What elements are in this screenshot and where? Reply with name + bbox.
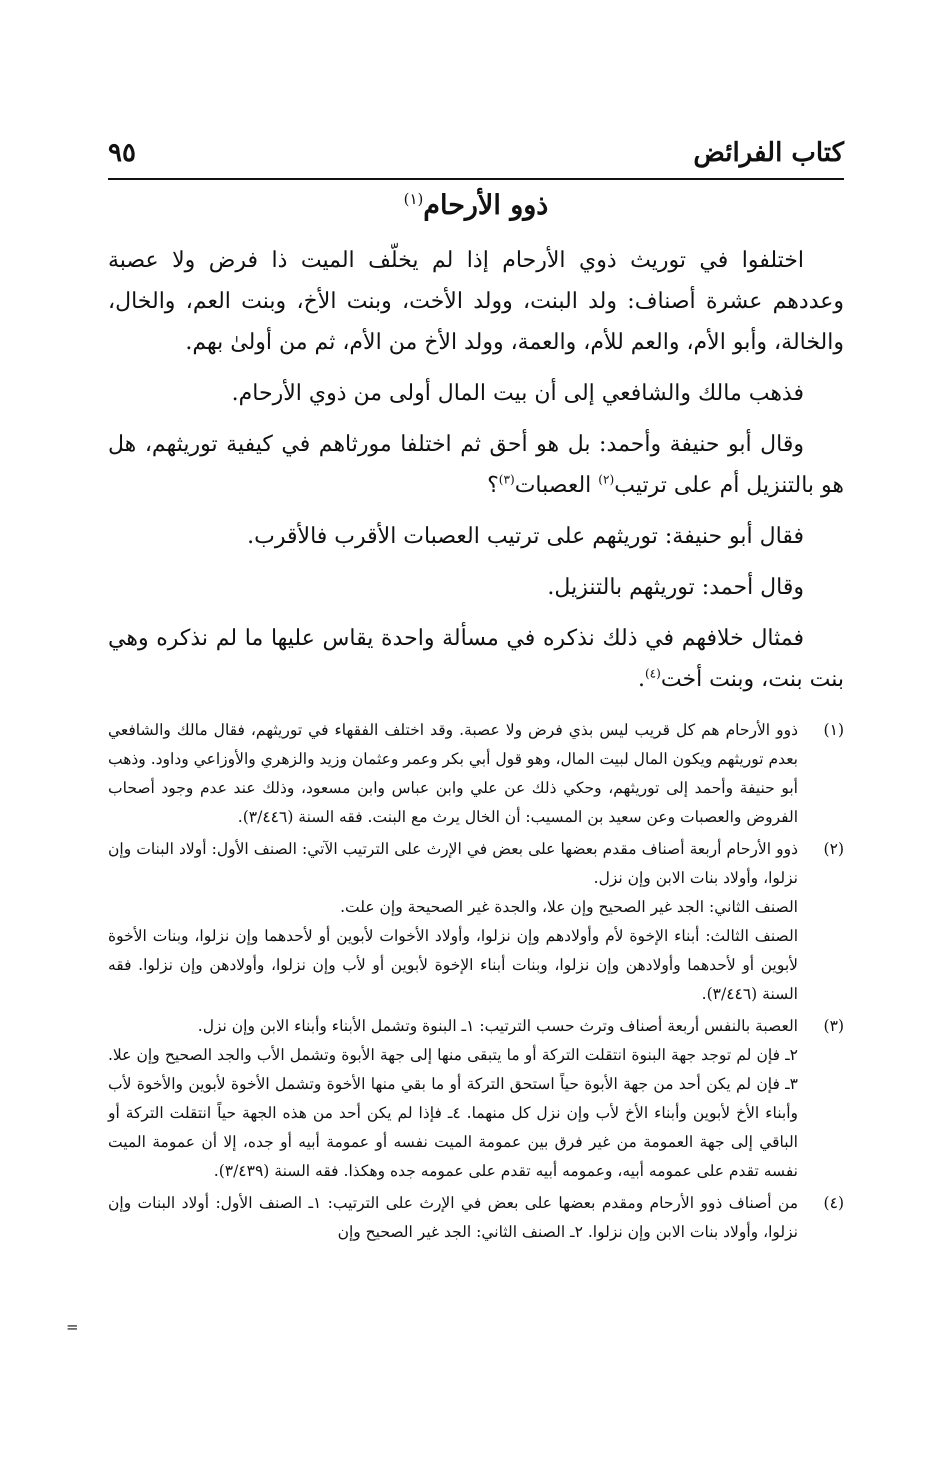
footnote-ref: (٣) [498, 472, 515, 487]
footnote-text: ذوو الأرحام هم كل قريب ليس بذي فرض ولا عصبة. وقد اختلف الفقهاء في توريثهم، فقال مالك والشافعي بعدم توريثهم ويكون المال لبيت المال، وهو قول أبي بكر وعمر وعثمان وزيد والزهري والأوزاعي وداود. وذهب أبو حنيفة وأحمد إلى توريثهم، وحكي ذلك عن علي وابن عباس وابن مسعود، وذلك عند عدم وجود أصحاب الفروض والعصبات وعن سعيد بن المسيب: أن الخال يرث مع البنت. فقه السنة (٣/٤٤٦). [108, 721, 798, 826]
footnote-text: العصبة بالنفس أربعة أصناف وترث حسب الترتيب: ١ـ البنوة وتشمل الأبناء وأبناء الابن وإن نزل. [197, 1017, 798, 1035]
chapter-title-text: ذوو الأرحام [423, 190, 549, 221]
footnote-ref: (٤) [644, 666, 661, 681]
footnote-text: ٢ـ فإن لم توجد جهة البنوة انتقلت التركة أو ما يتبقى منها إلى جهة الأبوة وتشمل الأب والجد الصحيح وإن علا. ٣ـ فإن لم يكن أحد من جهة الأبوة حياً استحق التركة أو ما بقي منها الأخوة وتشمل الأخوة لأبوين والأخوة لأب وأبناء الأخ لأبوين وأبناء الأخ لأب وإن نزل كل منهما. ٤ـ فإذا لم يكن أحد من هذه الجهة حياً انتقلت التركة أو الباقي إلى جهة العمومة من غير فرق بين عمومة الميت نفسه أو عمومة أبيه أو جده، إلا أن عمومة الميت نفسه تقدم على عمومه أبيه، وعمومه أبيه تقدم على عمومه جده وهكذا. فقه السنة (٣/٤٣٩). [108, 1046, 798, 1180]
paragraph: وقال أحمد: توريثهم بالتنزيل. [547, 575, 804, 600]
paragraph [108, 618, 844, 700]
footnote-number: (٢) [823, 840, 844, 858]
footnote-number: (٣) [823, 1017, 844, 1035]
paragraph-text: ؟ [487, 473, 499, 498]
main-text [108, 240, 844, 710]
footnote [108, 1189, 844, 1247]
paragraph-text: فمثال خلافهم في ذلك نذكره في مسألة واحدة يقاس عليها ما لم نذكره وهي بنت بنت، وبنت أخت [108, 626, 844, 692]
page-header [108, 138, 844, 178]
footnote-ref: (١) [403, 190, 424, 208]
footnote-text: من أصناف ذوو الأرحام ومقدم بعضها على بعض في الإرث على الترتيب: ١ـ الصنف الأول: أولاد البنات وإن نزلوا، وأولاد بنات الابن وإن نزلوا. ٢ـ الصنف الثاني: الجد غير الصحيح وإن [108, 1194, 799, 1241]
footnote [108, 1012, 844, 1186]
paragraph [108, 424, 844, 506]
footnote-number: (٤) [823, 1194, 844, 1212]
paragraph-text: . [637, 667, 645, 692]
running-title: كتاب الفرائض [693, 138, 844, 168]
paragraph: فقال أبو حنيفة: توريثهم على ترتيب العصبات الأقرب فالأقرب. [247, 524, 804, 549]
paragraph-text: العصبات [514, 473, 599, 498]
footnote-text: الصنف الثالث: أبناء الإخوة لأم وأولادهم وإن نزلوا، وأولاد الأخوات لأبوين أو لأحدهما وإن نزلوا، وبنات الأخوة لأبوين أو لأحدهما وأولادهن وإن نزلوا، وبنات أبناء الإخوة لأبوين أو لأب وإن نزلوا، وأولادهن وإن نزلوا. فقه السنة (٣/٤٤٦). [108, 927, 798, 1003]
page-number: ٩٥ [108, 138, 136, 168]
footnote [108, 835, 844, 1009]
chapter-title [108, 190, 844, 221]
header-rule [108, 178, 844, 180]
footnote [108, 716, 844, 832]
footnote-text: ذوو الأرحام أربعة أصناف مقدم بعضها على بعض في الإرث على الترتيب الآتي: الصنف الأول: أولاد البنات وإن نزلوا، وأولاد بنات الابن وإن نزل. [108, 840, 798, 887]
footnote-text: الصنف الثاني: الجد غير الصحيح وإن علا، والجدة غير الصحيحة وإن علت. [340, 898, 798, 916]
paragraph-text: وقال أبو حنيفة وأحمد: بل هو أحق ثم اختلفا مورثاهم في كيفية توريثهم، هل هو بالتنزيل أم على ترتيب [108, 432, 844, 498]
paragraph: اختلفوا في توريث ذوي الأرحام إذا لم يخلّف الميت ذا فرض ولا عصبة وعددهم عشرة أصناف: ولد البنت، وولد الأخت، وبنت الأخ، وبنت العم، والخال، والخالة، وأبو الأم، والعم للأم، والعمة، وولد الأخ من الأم، ثم من أولىٰ بهم. [108, 248, 844, 355]
footnote-ref: (٢) [598, 472, 615, 487]
footnote-number: (١) [823, 721, 844, 739]
footnotes [108, 716, 844, 1250]
paragraph: فذهب مالك والشافعي إلى أن بيت المال أولى من ذوي الأرحام. [231, 381, 804, 406]
continuation-mark: = [66, 1318, 79, 1336]
